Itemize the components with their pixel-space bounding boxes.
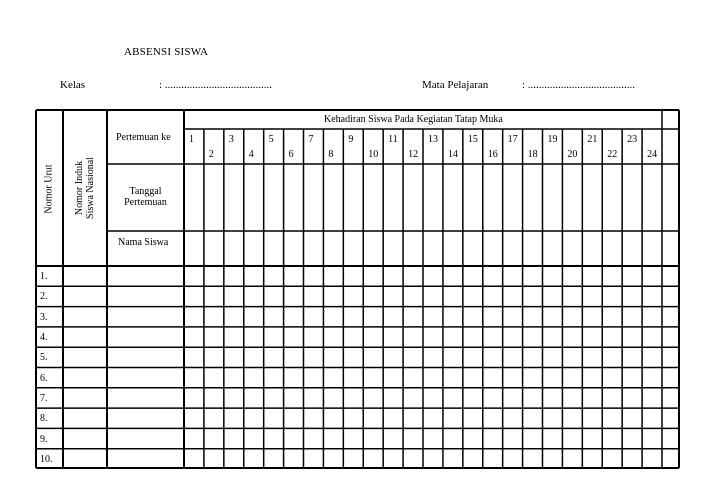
nisn-cell[interactable]	[65, 410, 105, 426]
meeting-number: 2	[208, 149, 214, 160]
header-nisn-line2: Siswa Nasional	[85, 157, 96, 219]
meeting-number: 22	[607, 149, 618, 160]
nama-siswa-cell[interactable]	[109, 390, 182, 406]
meeting-number: 21	[587, 134, 598, 145]
nama-siswa-cell[interactable]	[109, 329, 182, 345]
nisn-cell[interactable]	[65, 329, 105, 345]
row-number: 1.	[40, 271, 48, 283]
mapel-label: Mata Pelajaran	[422, 79, 489, 91]
label-tanggal-pertemuan	[107, 186, 184, 208]
label-nama-siswa: Nama Siswa	[118, 237, 169, 248]
meeting-number: 18	[527, 149, 538, 160]
nama-siswa-cell[interactable]	[109, 451, 182, 467]
meeting-number: 8	[328, 149, 334, 160]
meeting-number: 15	[467, 134, 478, 145]
row-number: 8.	[40, 413, 48, 425]
kelas-field[interactable]: : .......................................	[159, 79, 273, 91]
meeting-number: 5	[268, 134, 274, 145]
attendance-table	[35, 109, 680, 469]
meeting-number: 17	[507, 134, 518, 145]
nama-siswa-cell[interactable]	[109, 309, 182, 325]
nisn-cell[interactable]	[65, 268, 105, 284]
kelas-label: Kelas	[60, 79, 86, 91]
nisn-cell[interactable]	[65, 390, 105, 406]
header-nisn	[74, 157, 96, 219]
row-number: 10.	[40, 453, 53, 465]
row-number: 4.	[40, 332, 48, 344]
meeting-number: 1	[189, 134, 194, 145]
nama-siswa-cell[interactable]	[109, 349, 182, 365]
label-pertemuan-ke: Pertemuan ke	[116, 132, 171, 143]
nisn-cell[interactable]	[65, 451, 105, 467]
row-number: 3.	[40, 311, 48, 323]
document-title: ABSENSI SISWA	[124, 46, 209, 58]
nama-siswa-cell[interactable]	[109, 370, 182, 386]
meeting-number: 16	[487, 149, 498, 160]
nisn-cell[interactable]	[65, 349, 105, 365]
meeting-number: 14	[447, 149, 458, 160]
meeting-number: 12	[408, 149, 419, 160]
meeting-number: 13	[428, 134, 438, 145]
meeting-number: 24	[647, 149, 658, 160]
nisn-cell[interactable]	[65, 309, 105, 325]
meeting-number: 20	[567, 149, 578, 160]
meeting-number: 3	[228, 134, 234, 145]
meeting-number: 11	[388, 134, 398, 145]
meeting-number: 7	[308, 134, 314, 145]
meeting-number: 23	[627, 134, 638, 145]
meeting-number: 10	[368, 149, 379, 160]
mapel-field[interactable]: : .......................................	[522, 79, 636, 91]
row-number: 9.	[40, 433, 48, 445]
nama-siswa-cell[interactable]	[109, 268, 182, 284]
header-kehadiran: Kehadiran Siswa Pada Kegiatan Tatap Muka	[324, 114, 503, 125]
header-nisn-line1: Nomor Induk	[74, 160, 85, 216]
label-tanggal-line2: Pertemuan	[124, 197, 167, 208]
meeting-number: 4	[248, 149, 254, 160]
row-number: 7.	[40, 392, 48, 404]
meeting-number: 9	[348, 134, 354, 145]
nama-siswa-cell[interactable]	[109, 288, 182, 304]
meeting-number: 19	[547, 134, 558, 145]
nama-siswa-cell[interactable]	[109, 410, 182, 426]
row-number: 2.	[40, 291, 48, 303]
header-nomor-urut: Nomor Urut	[43, 164, 55, 214]
meeting-number: 6	[288, 149, 294, 160]
nisn-cell[interactable]	[65, 430, 105, 446]
nisn-cell[interactable]	[65, 288, 105, 304]
nisn-cell[interactable]	[65, 370, 105, 386]
label-tanggal-line1: Tanggal	[129, 186, 162, 197]
nama-siswa-cell[interactable]	[109, 430, 182, 446]
row-number: 6.	[40, 372, 48, 384]
row-number: 5.	[40, 352, 48, 364]
